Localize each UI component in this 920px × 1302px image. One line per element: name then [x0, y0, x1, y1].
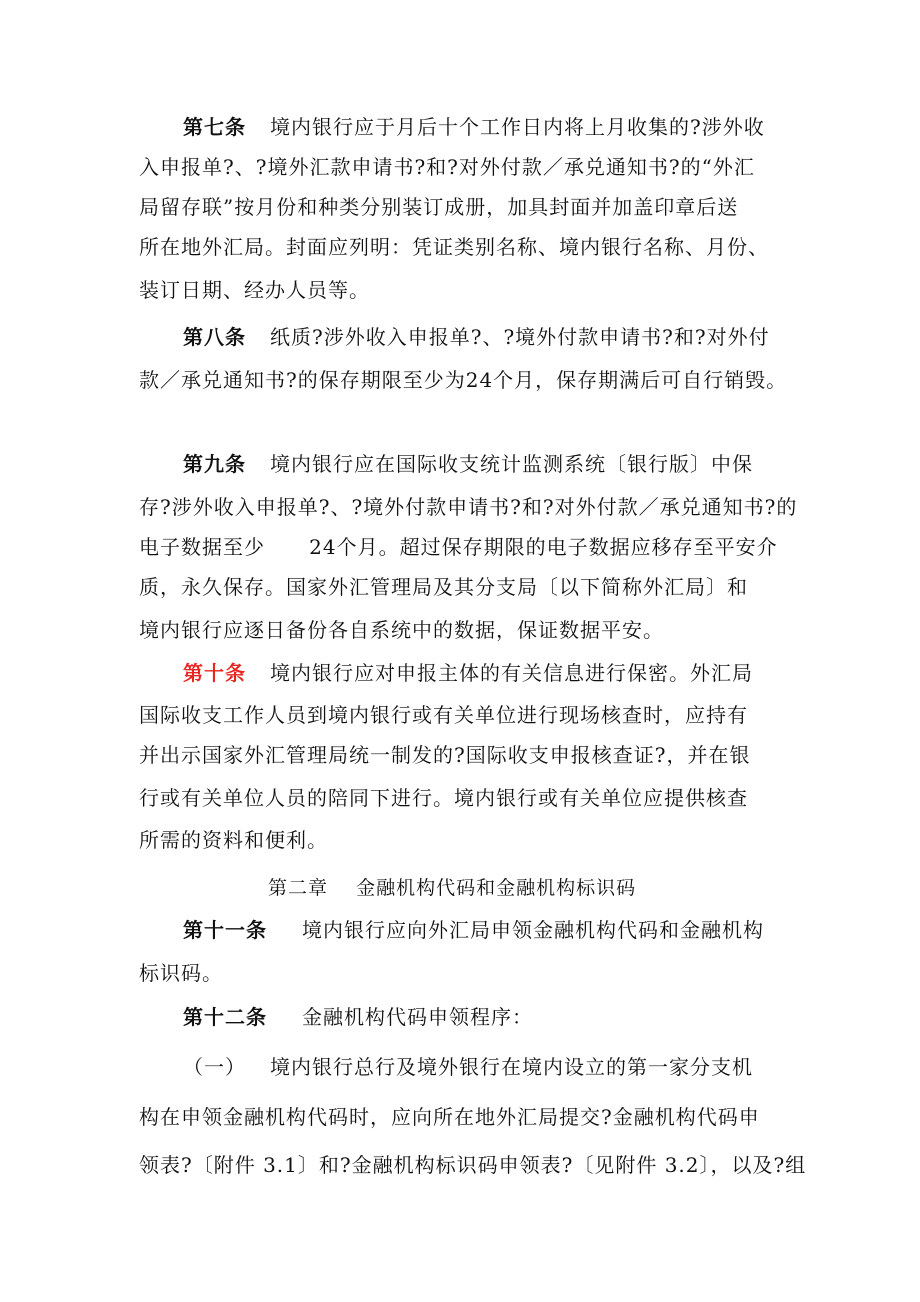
article-7-line-2: 入申报单?、?境外汇款申请书?和?对外付款／承兑通知书?的“外汇 [139, 155, 755, 179]
article-12-line-1: 金融机构代码申领程序： [302, 1005, 533, 1029]
article-9-line-1: 境内银行应在国际收支统计监测系统〔银行版〕中保 [270, 452, 753, 476]
article-11-heading: 第十一条 [183, 918, 267, 942]
article-8-line-1: 纸质?涉外收入申报单?、?境外付款申请书?和?对外付 [270, 325, 770, 349]
article-8-line-2: 款／承兑通知书?的保存期限至少为24个月，保存期满后可自行销毁。 [139, 368, 788, 392]
article-9-line-3: 电子数据至少 24个月。超过保存期限的电子数据应移存至平安介 [139, 535, 778, 559]
article-9-line-2: 存?涉外收入申报单?、?境外付款申请书?和?对外付款／承兑通知书?的 [139, 495, 798, 519]
article-10-line-5: 所需的资料和便利。 [139, 828, 328, 852]
article-7-heading: 第七条 [183, 115, 246, 139]
article-10-heading: 第十条 [183, 661, 246, 685]
article-9-line-5: 境内银行应逐日备份各自系统中的数据，保证数据平安。 [139, 618, 664, 642]
article-9-heading: 第九条 [183, 452, 246, 476]
article-7-line-4: 所在地外汇局。封面应列明：凭证类别名称、境内银行名称、月份、 [139, 235, 769, 259]
item-1-line-2: 构在申领金融机构代码时，应向所在地外汇局提交?金融机构代码申 [139, 1105, 760, 1129]
item-1-line-3: 领表?〔附件 3.1〕和?金融机构标识码申领表?〔见附件 3.2〕，以及?组 [139, 1153, 807, 1177]
item-1-line-1: 境内银行总行及境外银行在境内设立的第一家分支机 [270, 1055, 753, 1079]
article-12-heading: 第十二条 [183, 1005, 267, 1029]
article-7-line-3: 局留存联”按月份和种类分别装订成册，加具封面并加盖印章后送 [139, 195, 739, 219]
article-7-line-5: 装订日期、经办人员等。 [139, 278, 370, 302]
article-9-line-4: 质，永久保存。国家外汇管理局及其分支局〔以下简称外汇局〕和 [139, 575, 748, 599]
article-10-line-4: 行或有关单位人员的陪同下进行。境内银行或有关单位应提供核查 [139, 786, 748, 810]
article-8-heading: 第八条 [183, 325, 246, 349]
article-10-line-2: 国际收支工作人员到境内银行或有关单位进行现场核查时，应持有 [139, 703, 748, 727]
article-11-line-1: 境内银行应向外汇局申领金融机构代码和金融机构 [302, 918, 764, 942]
chapter-2-title: 第二章 金融机构代码和金融机构标识码 [268, 877, 637, 899]
article-10-line-1: 境内银行应对申报主体的有关信息进行保密。外汇局 [270, 661, 753, 685]
article-11-line-2: 标识码。 [139, 961, 223, 985]
article-7-line-1: 境内银行应于月后十个工作日内将上月收集的?涉外收 [270, 115, 765, 139]
item-1-heading: （一） [183, 1055, 246, 1079]
article-10-line-3: 并出示国家外汇管理局统一制发的?国际收支申报核查证?，并在银 [139, 743, 751, 767]
